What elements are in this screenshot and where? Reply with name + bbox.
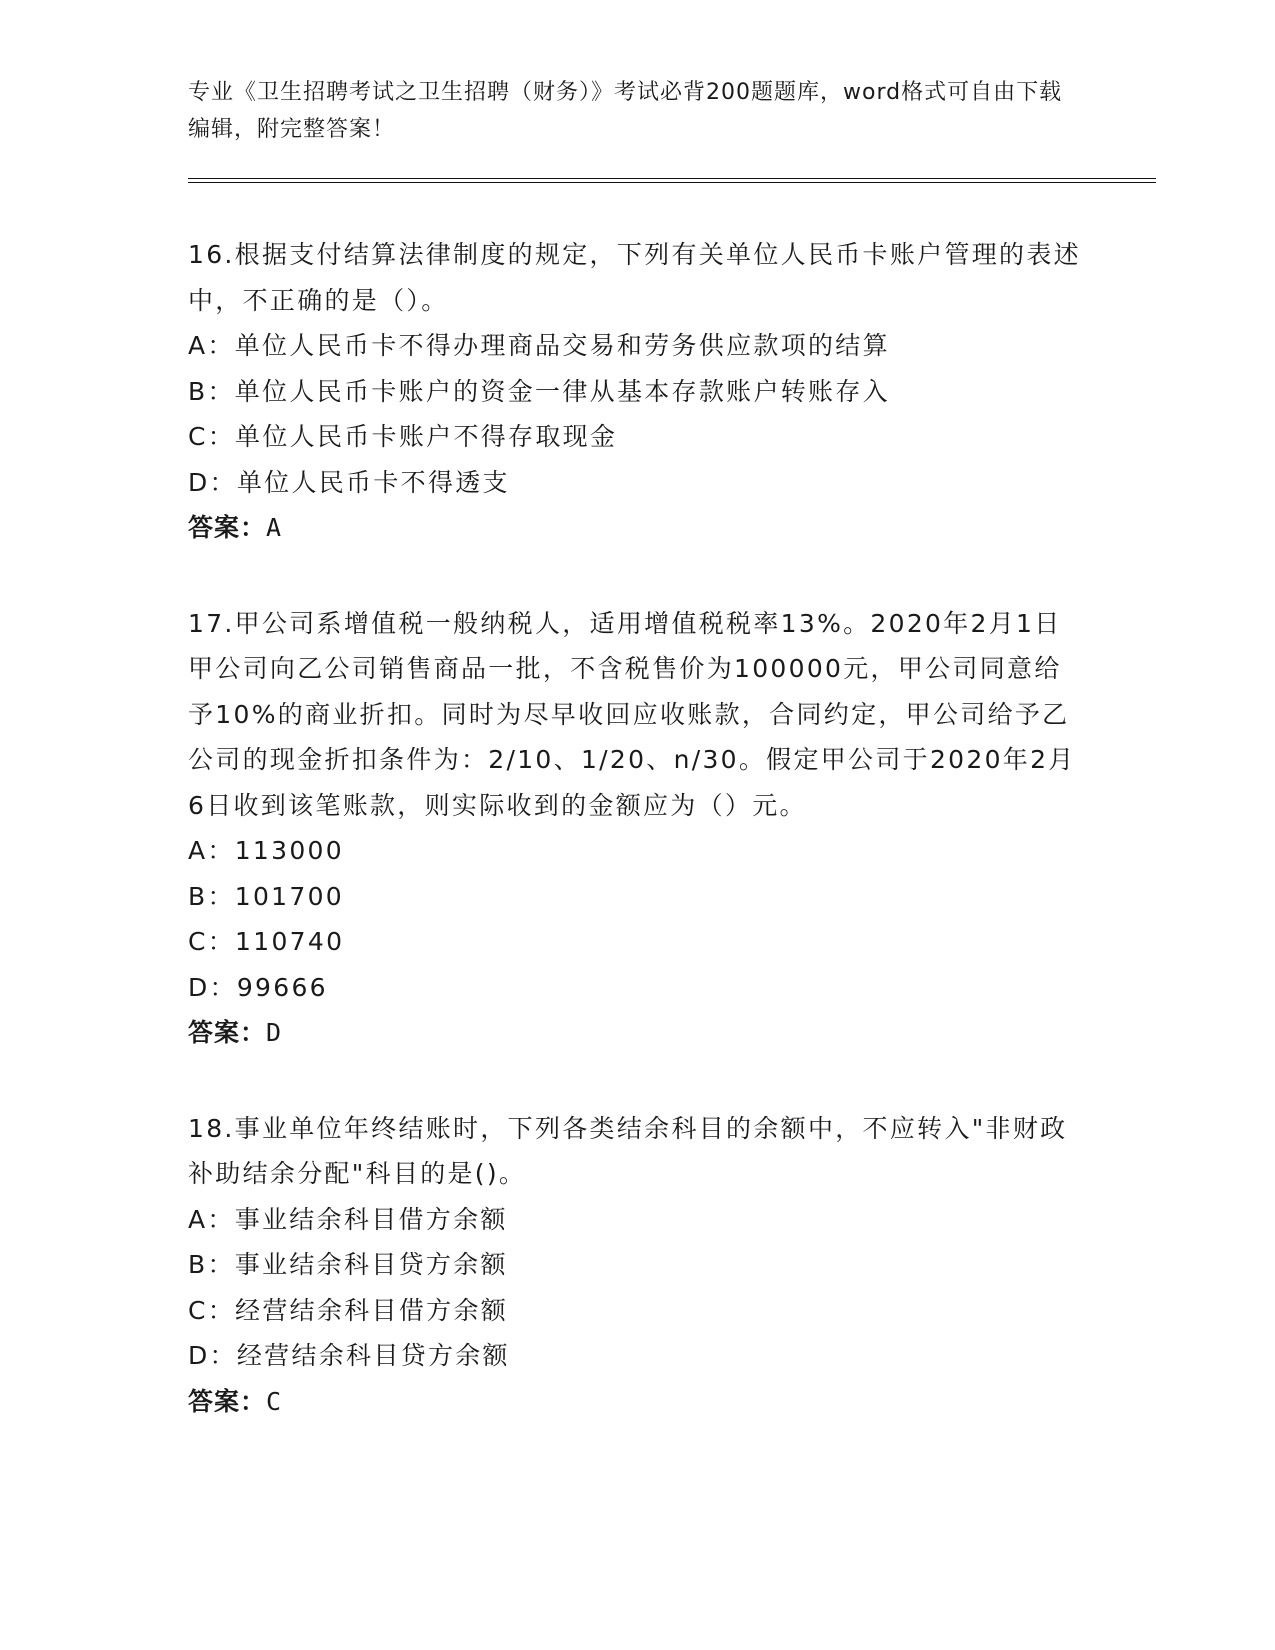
option-d: D：单位人民币卡不得透支 (188, 467, 510, 497)
answer-value: C (266, 1386, 283, 1416)
answer-line (188, 1010, 1088, 1056)
option-b: B：事业结余科目贷方余额 (188, 1250, 508, 1279)
option-d: D：经营结余科目贷方余额 (188, 1341, 510, 1370)
question-17 (188, 601, 1088, 1056)
question-stem: 18.事业单位年终结账时，下列各类结余科目的余额中，不应转入"非财政补助结余分配"科目的是()。 (188, 1113, 1068, 1188)
option-c: C：经营结余科目借方余额 (188, 1295, 509, 1325)
question-list (188, 232, 1088, 1474)
question-18 (188, 1106, 1088, 1425)
option-d: D：99666 (188, 972, 328, 1002)
option-b: B：单位人民币卡账户的资金一律从基本存款账户转账存入 (188, 376, 890, 406)
option-a: A：113000 (188, 836, 344, 865)
option-b: B：101700 (188, 881, 344, 911)
option-c: C：110740 (188, 927, 345, 956)
question-16 (188, 232, 1088, 551)
answer-label: 答案： (188, 1018, 267, 1047)
question-stem: 17.甲公司系增值税一般纳税人，适用增值税税率13%。2020年2月1日甲公司向乙公司销售商品一批，不含税售价为100000元，甲公司同意给予10%的商业折扣。同时为尽早收回应收账款，合同约定，甲公司给予乙公司的现金折扣条件为：2/10、1/20、n/30。假定甲公司于2020年2月6日收到该笔账款，则实际收到的金额应为（）元。 (188, 608, 1076, 820)
document-intro: 专业《卫生招聘考试之卫生招聘（财务）》考试必背200题题库，word格式可自由下载编辑，附完整答案！ (188, 80, 1063, 142)
header-divider-bottom (188, 182, 1156, 183)
option-a: A：单位人民币卡不得办理商品交易和劳务供应款项的结算 (188, 331, 890, 360)
option-a: A：事业结余科目借方余额 (188, 1204, 508, 1234)
answer-value: A (266, 513, 283, 542)
answer-value: D (266, 1018, 283, 1047)
answer-label: 答案： (188, 513, 267, 542)
answer-line (188, 505, 1088, 551)
question-stem: 16.根据支付结算法律制度的规定，下列有关单位人民币卡账户管理的表述中，不正确的是（）。 (188, 240, 1081, 315)
header-divider-top (188, 178, 1156, 179)
answer-label: 答案： (188, 1386, 267, 1416)
option-c: C：单位人民币卡账户不得存取现金 (188, 422, 618, 451)
answer-line (188, 1379, 1088, 1425)
